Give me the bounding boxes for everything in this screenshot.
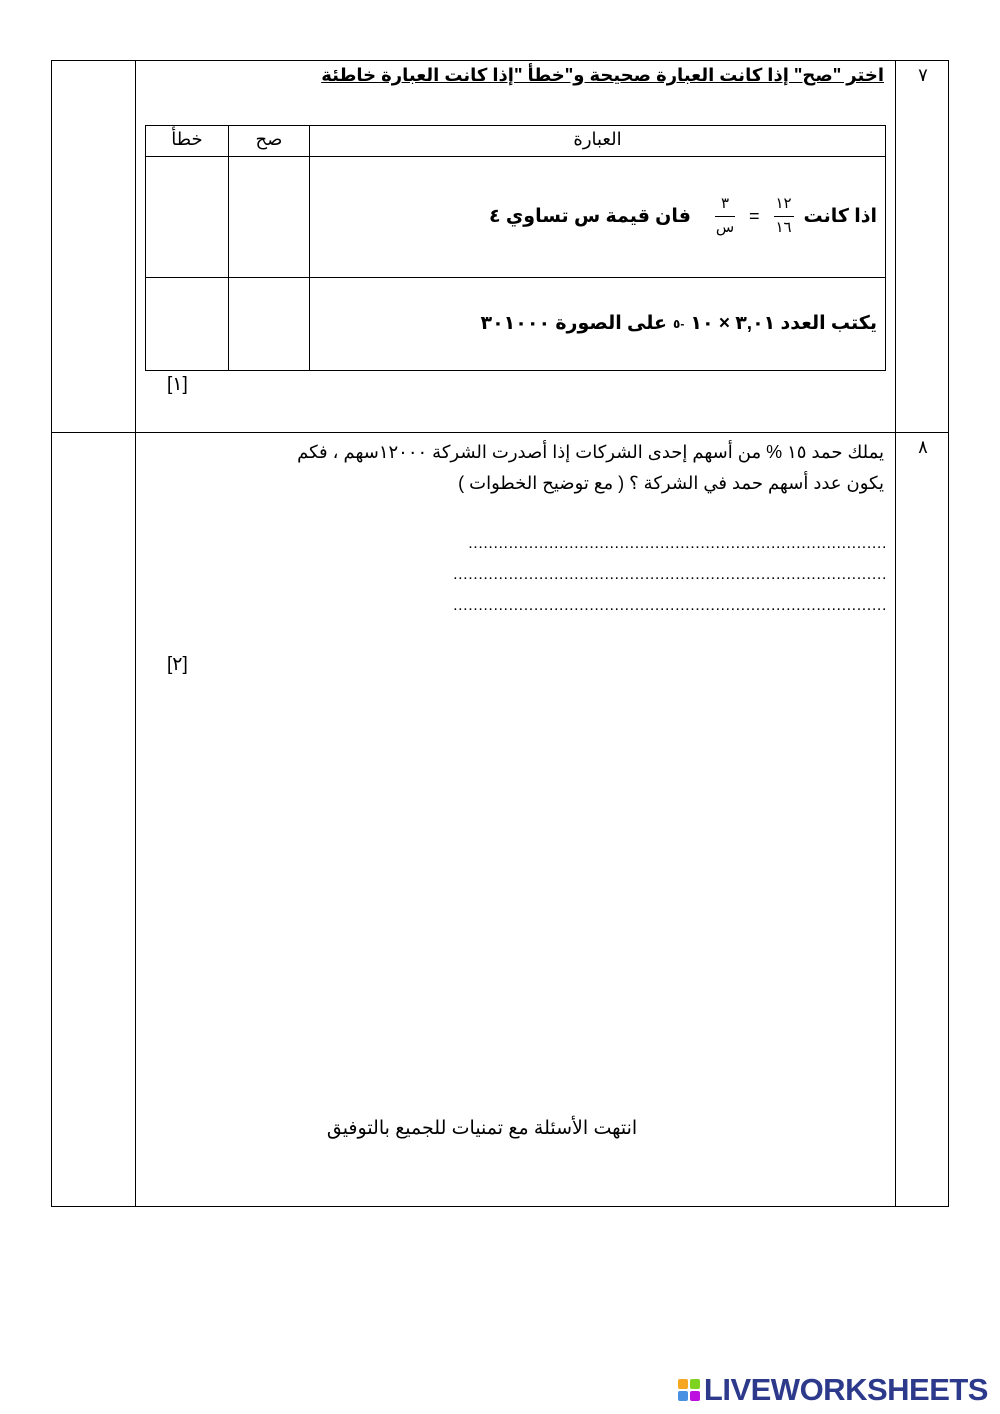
- true-false-table: [145, 125, 886, 371]
- fraction-denominator: ١٦: [775, 218, 792, 236]
- row1-true-cell[interactable]: [229, 157, 309, 277]
- fraction-12-16: [774, 196, 794, 236]
- header-true: صح: [255, 129, 283, 149]
- statement-2: [480, 312, 877, 335]
- statement-2-before: يكتب العدد ٣,٠١ × ١٠: [690, 313, 877, 334]
- row-divider: [52, 432, 948, 433]
- question-7-title: اختر "صح" إذا كانت العبارة صحيحة و"خطأ "إذا كانت العبارة خاطئة: [321, 65, 884, 85]
- fraction-numerator: ١٢: [775, 195, 792, 212]
- logo-square: [678, 1391, 688, 1401]
- exponent: -٥: [673, 316, 685, 331]
- answer-line-1[interactable]: ...................................................................................: [468, 535, 887, 552]
- header-false: خطأ: [171, 129, 203, 149]
- statement-2-after: على الصورة ٣٠١٠٠٠: [480, 313, 668, 334]
- liveworksheets-logo-icon: [678, 1379, 700, 1401]
- question-8-number: ٨: [918, 437, 928, 457]
- equals-sign: =: [748, 205, 760, 226]
- statement-1-prefix: اذا كانت: [803, 205, 877, 227]
- question-8-text: [174, 437, 884, 499]
- question-8-line-1: يملك حمد ١٥ % من أسهم إحدى الشركات إذا أصدرت الشركة ١٢٠٠٠سهم ، فكم: [297, 442, 884, 462]
- answer-line-2[interactable]: ......................................................................................: [453, 566, 887, 583]
- fraction-denominator: س: [715, 218, 735, 236]
- answer-line-3[interactable]: ......................................................................................: [453, 597, 887, 614]
- question-8-line-2: يكون عدد أسهم حمد في الشركة ؟ ( مع توضيح الخطوات ): [458, 473, 884, 493]
- fraction-bar: [774, 216, 794, 217]
- question-8-marks: [٢]: [167, 654, 188, 675]
- logo-square: [690, 1379, 700, 1389]
- number-column-divider: [895, 61, 896, 1206]
- fraction-3-x: [715, 196, 735, 236]
- question-7-marks: [١]: [167, 374, 188, 395]
- row2-true-cell[interactable]: [229, 278, 309, 370]
- question-7-number: ٧: [918, 65, 928, 85]
- brand-name: LIVEWORKSHEETS: [703, 1372, 988, 1407]
- logo-square: [678, 1379, 688, 1389]
- row2-false-cell[interactable]: [146, 278, 228, 370]
- row1-false-cell[interactable]: [146, 157, 228, 277]
- questions-table: [51, 60, 949, 1207]
- fraction-numerator: ٣: [720, 195, 730, 212]
- header-statement: العبارة: [573, 129, 622, 149]
- fraction-bar: [715, 216, 735, 217]
- liveworksheets-brand[interactable]: [678, 1372, 988, 1408]
- left-column-divider: [135, 61, 136, 1206]
- table-column-divider: [309, 126, 310, 370]
- statement-1: [489, 196, 877, 236]
- statement-1-suffix: فان قيمة س تساوي ٤: [488, 205, 691, 227]
- logo-square: [690, 1391, 700, 1401]
- closing-message: انتهت الأسئلة مع تمنيات للجميع بالتوفيق: [326, 1118, 638, 1139]
